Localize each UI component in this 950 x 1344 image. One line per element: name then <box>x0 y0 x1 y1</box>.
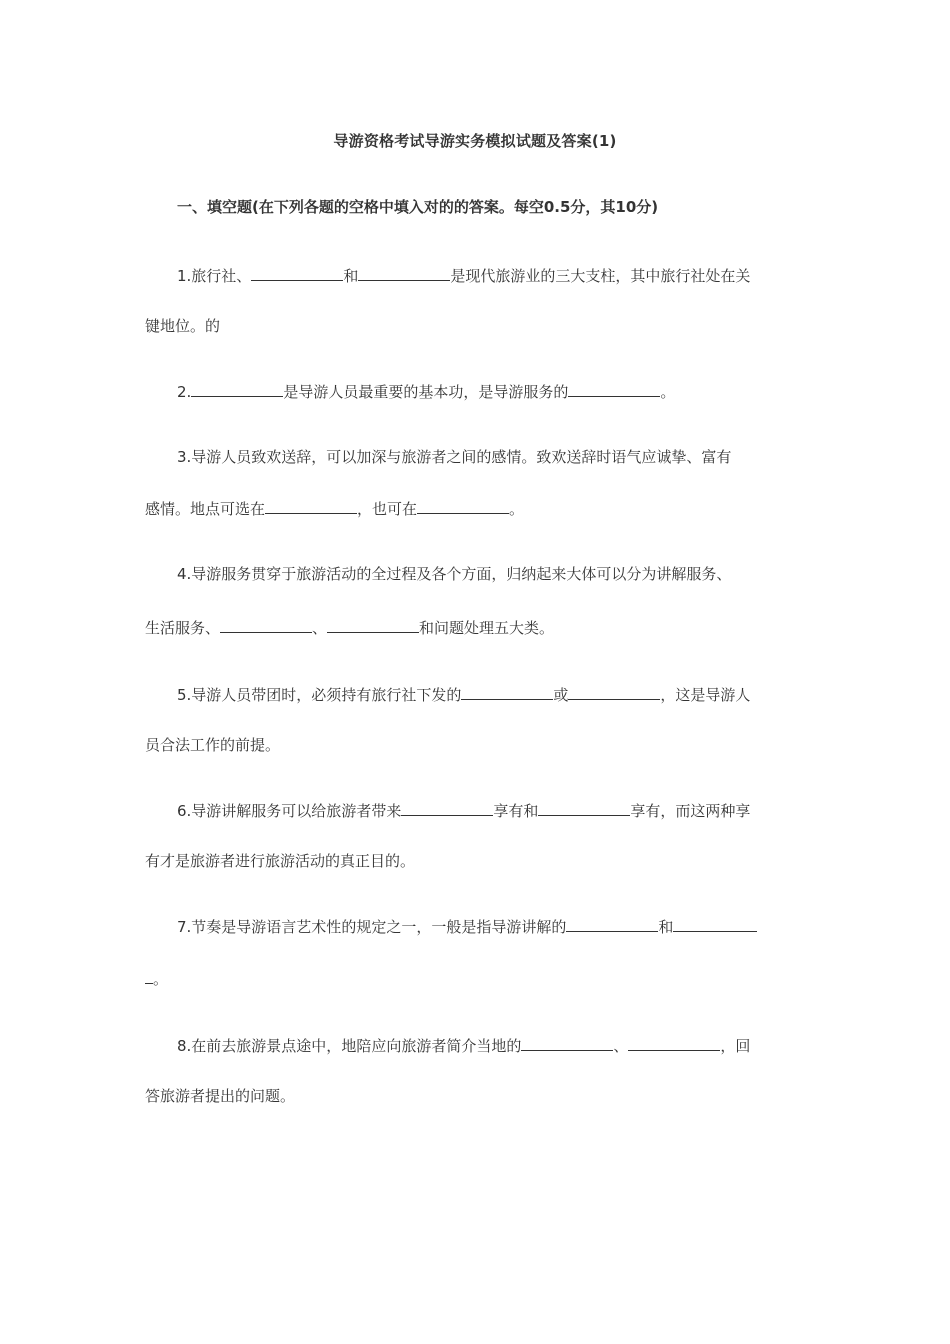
question-text: ，回 <box>720 1037 751 1055</box>
question-text: 4.导游服务贯穿于旅游活动的全过程及各个方面，归纳起来大体可以分为讲解服务、 <box>177 565 732 583</box>
question-text: 生活服务、 <box>145 619 221 637</box>
answer-blank[interactable] <box>566 916 658 932</box>
question-text: 享有，而这两种享 <box>630 802 751 820</box>
question-8-line-1 <box>177 1035 750 1055</box>
answer-blank[interactable] <box>220 617 312 633</box>
document-title: 导游资格考试导游实务模拟试题及答案(1) <box>333 132 617 150</box>
question-1-line-2 <box>145 316 220 336</box>
question-text: 和 <box>343 267 359 285</box>
question-1-line-1 <box>177 265 750 285</box>
question-text: 是导游人员最重要的基本功，是导游服务的 <box>283 383 569 401</box>
question-3-line-1 <box>177 447 731 467</box>
question-text: 6.导游讲解服务可以给旅游者带来 <box>177 802 402 820</box>
question-text: 享有和 <box>493 802 539 820</box>
question-7-line-2 <box>145 968 168 988</box>
question-text: 员合法工作的前提。 <box>145 736 281 754</box>
question-6-line-2 <box>145 851 415 871</box>
question-text: 3.导游人员致欢送辞，可以加深与旅游者之间的感情。致欢送辞时语气应诚挚、富有 <box>177 448 732 466</box>
question-text: 1.旅行社、 <box>177 267 252 285</box>
question-text: 2. <box>177 383 192 401</box>
question-text: 或 <box>553 686 569 704</box>
answer-blank[interactable] <box>673 916 757 932</box>
question-text: 和 <box>658 918 674 936</box>
question-8-line-2 <box>145 1086 295 1106</box>
question-text: 有才是旅游者进行旅游活动的真正目的。 <box>145 852 416 870</box>
question-5-line-2 <box>145 735 280 755</box>
answer-blank[interactable] <box>568 684 660 700</box>
answer-blank[interactable] <box>191 381 283 397</box>
question-text: 。 <box>509 500 525 518</box>
question-text: 、 <box>312 619 328 637</box>
question-text: 。 <box>660 383 676 401</box>
answer-blank-continuation[interactable] <box>145 968 153 984</box>
answer-blank[interactable] <box>358 265 450 281</box>
question-text: 键地位。的 <box>145 317 221 335</box>
answer-blank[interactable] <box>265 498 357 514</box>
answer-blank[interactable] <box>521 1035 613 1051</box>
question-text: 感情。地点可选在 <box>145 500 266 518</box>
answer-blank[interactable] <box>568 381 660 397</box>
question-text: ，也可在 <box>357 500 418 518</box>
answer-blank[interactable] <box>461 684 553 700</box>
question-text: 7.节奏是导游语言艺术性的规定之一，一般是指导游讲解的 <box>177 918 567 936</box>
question-text: 8.在前去旅游景点途中，地陪应向旅游者简介当地的 <box>177 1037 522 1055</box>
question-7-line-1 <box>177 916 757 936</box>
question-text: 答旅游者提出的问题。 <box>145 1087 296 1105</box>
answer-blank[interactable] <box>538 800 630 816</box>
question-4-line-1 <box>177 564 731 584</box>
question-text: ，这是导游人 <box>660 686 751 704</box>
answer-blank[interactable] <box>401 800 493 816</box>
question-text: 是现代旅游业的三大支柱，其中旅行社处在关 <box>450 267 751 285</box>
question-text: 、 <box>613 1037 629 1055</box>
question-3-line-2 <box>145 498 524 518</box>
question-text: 5.导游人员带团时，必须持有旅行社下发的 <box>177 686 462 704</box>
answer-blank[interactable] <box>327 617 419 633</box>
question-2-line-1 <box>177 381 675 401</box>
question-4-line-2 <box>145 617 554 637</box>
answer-blank[interactable] <box>251 265 343 281</box>
section-title: 一、填空题(在下列各题的空格中填入对的的答案。每空0.5分，其10分) <box>177 198 659 216</box>
question-5-line-1 <box>177 684 750 704</box>
question-6-line-1 <box>177 800 750 820</box>
answer-blank[interactable] <box>417 498 509 514</box>
question-text: 和问题处理五大类。 <box>419 619 555 637</box>
question-text: 。 <box>153 970 169 988</box>
answer-blank[interactable] <box>628 1035 720 1051</box>
